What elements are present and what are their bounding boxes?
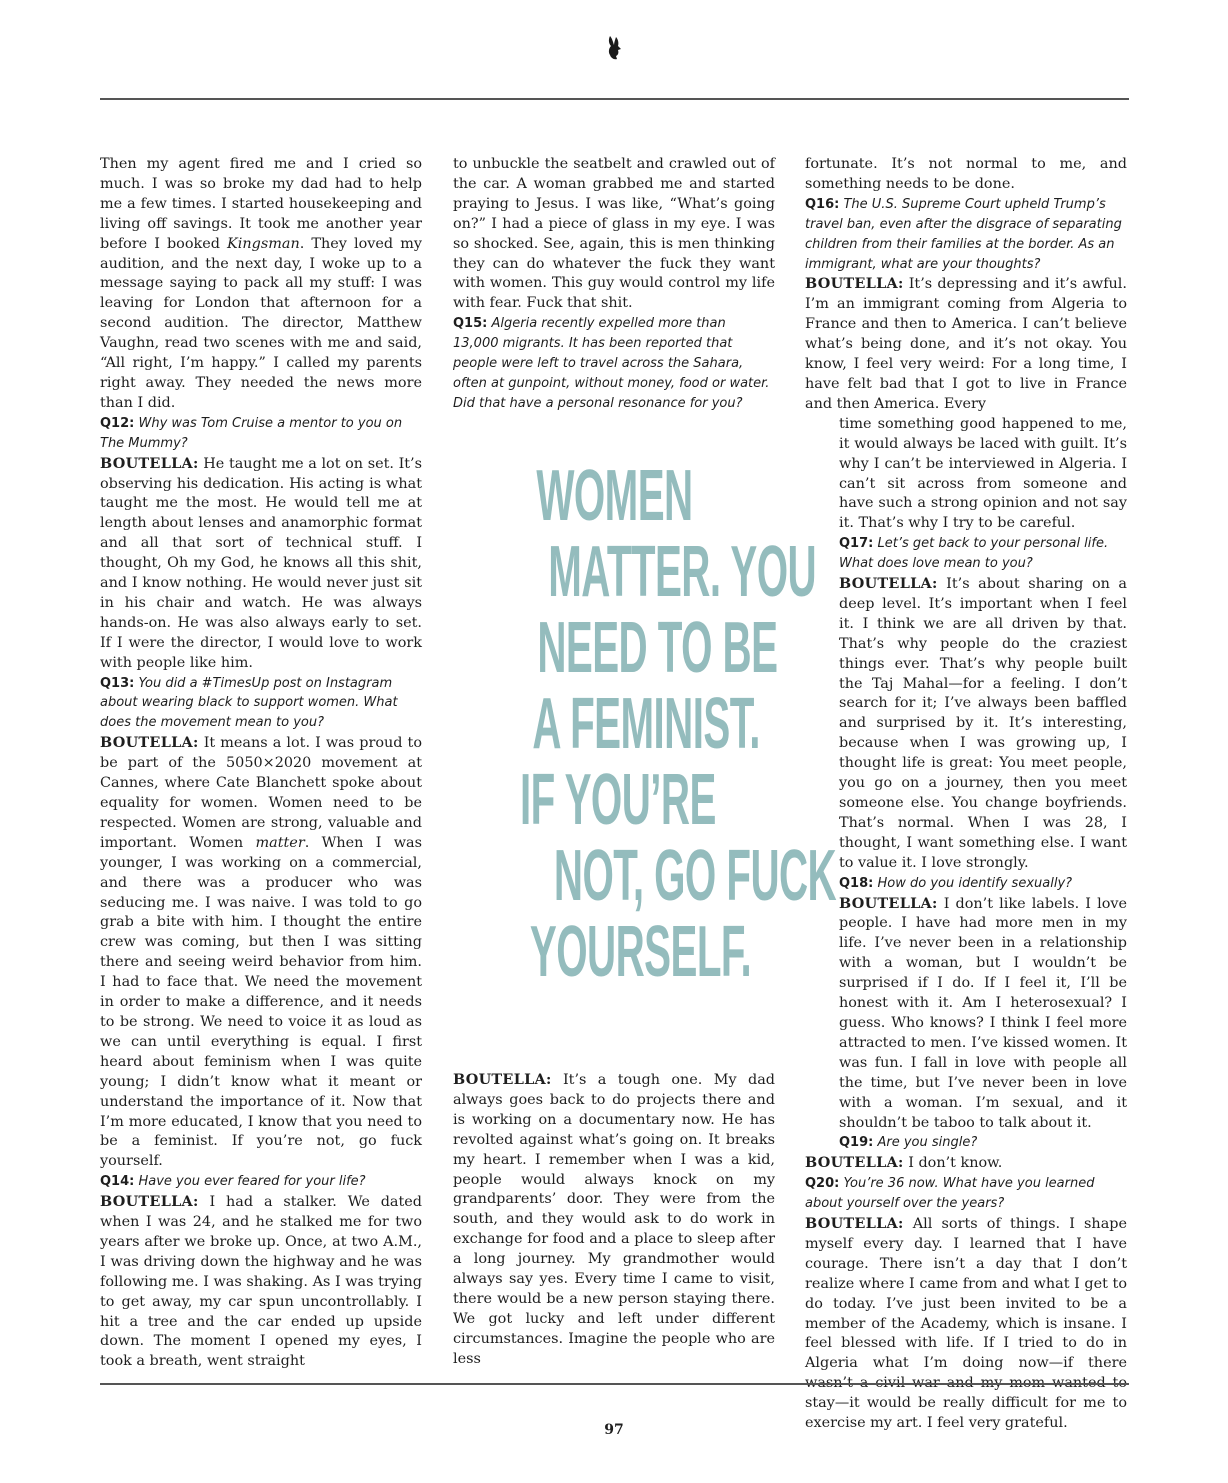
paragraph: fortunate. It’s not normal to me, and something needs to be done. xyxy=(805,156,1127,192)
question-15: Q15: Algeria recently expelled more than 13,000 migrants. It has been reported that people were left to travel across the Sahara, often at gunpoint, without money, food or water. Did that have a personal resonance for you? xyxy=(453,316,770,411)
question-18: Q18: How do you identify sexually? xyxy=(839,875,1073,891)
paragraph: Then my agent fired me and I cried so much. I was so broke my dad had to help me a few times. I started housekeeping and living off savings. It took me another year before I booked Kingsman. They loved my audition, and the next day, I woke up to a message saying to pack all my stuff: I was leaving for London that afternoon for a second audition. The director, Matthew Vaughn, read two scenes with me and said, “All right, I’m happy.” I called my parents right away. They needed the news more than I did. xyxy=(100,156,422,411)
pull-quote-line: YOURSELF. xyxy=(529,912,752,992)
answer-14: BOUTELLA: I had a stalker. We dated when I was 24, and he stalked me for two years after we broke up. Once, at two A.M., I was driving down the highway and he was following me. I was shaking. As I was trying to get away, my car spun uncontrollably. I hit a tree and the car ended up upside down. The moment I opened my eyes, I took a breath, went straight xyxy=(100,1193,423,1370)
header-rule xyxy=(100,98,1129,100)
pull-quote xyxy=(443,456,837,992)
answer-13: BOUTELLA: It means a lot. I was proud to be part of the 5050×2020 movement at Cannes, where Cate Blanchett spoke about equality for women. Women need to be respected. Women are strong, valuable and important. Women matter. When I was younger, I was working on a commercial, and there was a producer who was seducing me. I was naive. I was told to go grab a bite with him. I thought the entire crew was coming, but then I was sitting there and seeing weird behavior from him. I had to face that. We need the movement in order to make a difference, and it needs to be strong. We need to voice it as loud as we can until everything is equal. I first heard about feminism when I was quite young; I didn’t know what it meant or understand the importance of it. Now that I’m more educated, I know that you need to be a feminist. If you’re not, go fuck yourself. xyxy=(100,734,422,1170)
column-2 xyxy=(453,155,775,414)
answer-17: BOUTELLA: It’s about sharing on a deep level. It’s important when I feel it. I think we are all driven by that. That’s why people do the craziest things ever. That’s why people built the Taj Mahal—for a feeling. I don’t search for it; I’ve always been baffled and surprised by it. It’s interesting, because when I was growing up, I thought life is great: You meet people, you go on a journey, then you meet someone else. You change boyfriends. That’s normal. When I was 28, I thought, I want something else. I want to value it. I love strongly. xyxy=(839,575,1128,871)
question-14: Q14: Have you ever feared for your life? xyxy=(100,1174,366,1190)
answer-12: BOUTELLA: He taught me a lot on set. It’s observing his dedication. His acting is what taught me the most. He would tell me at length about lenses and anamorphic format and all that sort of technical stuff. I thought, Oh my God, he knows all this shit, and I know nothing. He would never just sit in his chair and watch. He was always hands-on. He was also always early to set. If I were the director, I would love to work with people like him. xyxy=(100,454,423,671)
question-17: Q17: Let’s get back to your personal life. What does love mean to you? xyxy=(839,536,1109,572)
answer-18: BOUTELLA: I don’t like labels. I love people. I have had more men in my life. I’ve never been in a relationship with a woman, but I wouldn’t be surprised if I do. If I feel it, I’ll be honest with it. Am I heterosexual? I guess. Who knows? I think I feel more attracted to men. I’ve kissed women. It was fun. I fall in love with people all the time, but I’ve never been in love with a woman. I’m sexual, and it shouldn’t be taboo to talk about it. xyxy=(839,894,1127,1131)
pull-quote-line: WOMEN xyxy=(535,456,693,536)
question-16: Q16: The U.S. Supreme Court upheld Trump’s travel ban, even after the disgrace of separating children from their families at the border. As an immigrant, what are your thoughts? xyxy=(805,196,1122,272)
answer-15: BOUTELLA: It’s a tough one. My dad always goes back to do projects there and is working on a documentary now. He has revolted against what’s going on. It breaks my heart. I remember when I was a kid, people would always knock on my grandparents’ door. They were from the south, and they would ask to do work in exchange for food and a place to sleep after a long journey. My grandmother would always say yes. Every time I came to visit, there would be a new person staying there. We got lucky and left under different circumstances. Imagine the people who are less xyxy=(453,1071,776,1367)
pull-quote-line: MATTER. YOU xyxy=(548,532,817,612)
bunny-logo-icon xyxy=(604,34,624,62)
answer-16: BOUTELLA: It’s depressing and it’s awful. I’m an immigrant coming from Algeria to France and then to America. I can’t believe what’s being done, and it’s not okay. You know, I feel very weird: For a long time, I have felt bad that I got to live in France and then America. Every xyxy=(805,275,1127,412)
paragraph: to unbuckle the seatbelt and crawled out of the car. A woman grabbed me and started praying to Jesus. I was like, “What’s going on?” I had a piece of glass in my eye. I was so shocked. See, again, this is men thinking they can do whatever the fuck they want with women. This guy would control my life with fear. Fuck that shit. xyxy=(453,156,775,312)
pull-quote-line: IF YOU’RE xyxy=(519,760,716,840)
column-2-lower xyxy=(453,1070,775,1370)
question-20: Q20: You’re 36 now. What have you learned about yourself over the years? xyxy=(805,1176,1095,1212)
question-12: Q12: Why was Tom Cruise a mentor to you on The Mummy? xyxy=(100,415,403,451)
answer-20: BOUTELLA: All sorts of things. I shape myself every day. I learned that I have courage. There isn’t a day that I don’t realize where I came from and what I get to do today. I’ve just been invited to be a member of the Academy, which is insane. I feel blessed with life. If I tried to do in Algeria what I’m doing now—if there wasn’t a civil war and my mom wanted to stay—it would be really difficult for me to exercise my art. I feel very grateful. xyxy=(805,1215,1128,1432)
answer-16-continued: time something good happened to me, it would always be laced with guilt. It’s why I can’t be interviewed in Algeria. I can’t sit across from someone and have such a strong opinion and not say it. That’s why I try to be careful. xyxy=(839,415,1127,532)
question-13: Q13: You did a #TimesUp post on Instagram about wearing black to support women. What does the movement mean to you? xyxy=(100,675,398,731)
pull-quote-line: NEED TO BE xyxy=(537,608,778,688)
indented-block xyxy=(839,415,1127,1154)
column-1 xyxy=(100,155,422,1372)
pull-quote-line: NOT, GO FUCK xyxy=(553,836,837,916)
pull-quote-line: A FEMINIST. xyxy=(532,684,760,764)
footer-rule xyxy=(100,1383,1129,1385)
page-number: 97 xyxy=(604,1422,624,1438)
column-3 xyxy=(805,155,1127,1434)
answer-19: BOUTELLA: I don’t know. xyxy=(805,1154,1003,1172)
question-19: Q19: Are you single? xyxy=(839,1135,978,1151)
